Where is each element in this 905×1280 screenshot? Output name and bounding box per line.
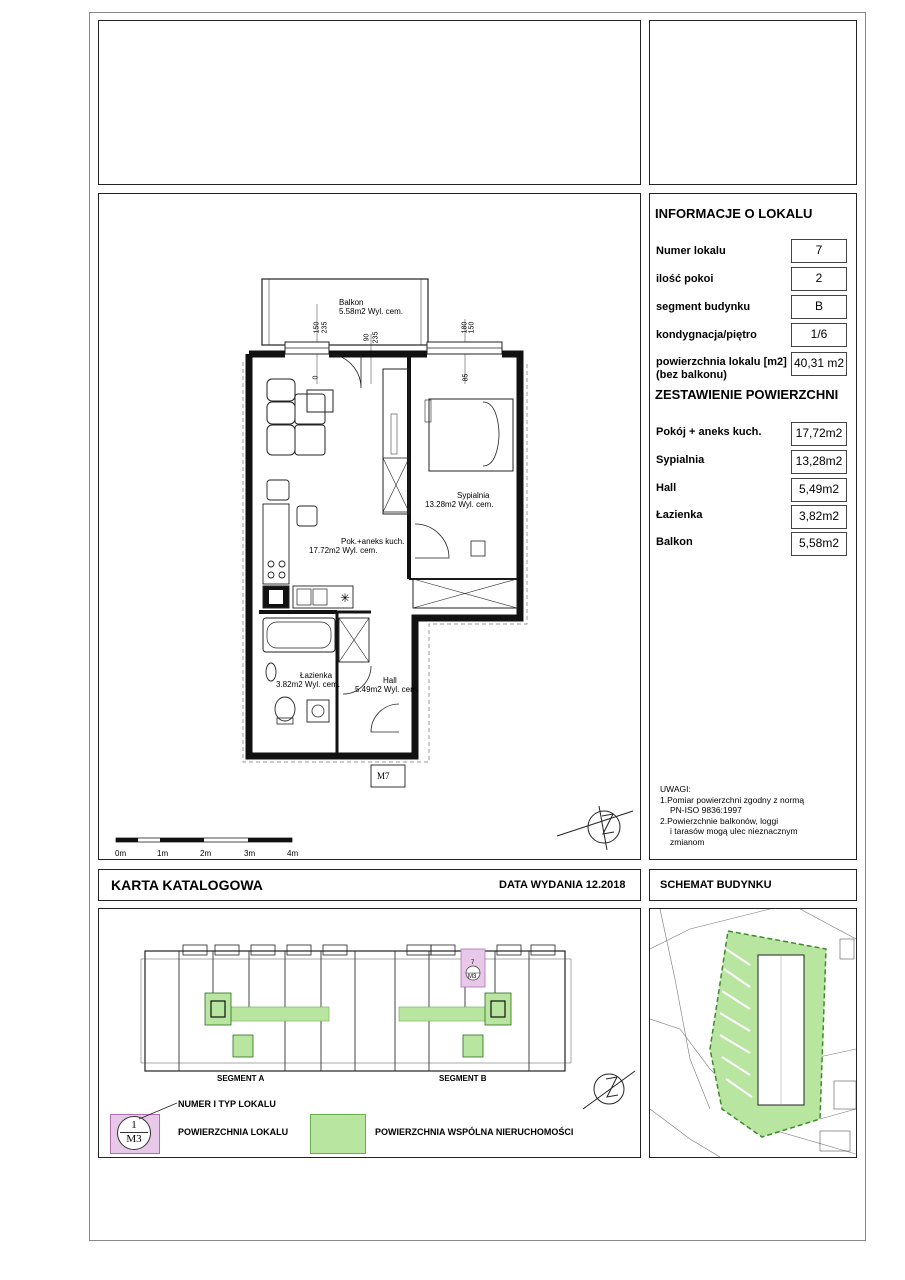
dining-chair — [267, 480, 289, 500]
exterior-wall — [249, 354, 520, 756]
legend-unit-marker: 1 M3 — [117, 1116, 151, 1150]
dim-label: 85 — [462, 373, 470, 382]
card-title: KARTA KATALOGOWA — [111, 877, 263, 893]
summary-label: Hall — [656, 482, 677, 494]
summary-label: Pokój + aneks kuch. — [656, 426, 762, 438]
info-value-segment: B — [791, 295, 847, 319]
card-title-bar — [98, 869, 641, 901]
svg-text:✳: ✳ — [339, 591, 351, 605]
dim-label: 235 — [372, 331, 380, 344]
bed — [429, 399, 513, 471]
summary-label: Sypialnia — [656, 454, 705, 466]
header-box-left — [98, 20, 641, 185]
floor-plan-panel — [98, 193, 641, 860]
legend-common-swatch — [310, 1114, 366, 1154]
info-panel — [649, 193, 857, 860]
legend-unit-area: POWIERZCHNIA LOKALU — [178, 1127, 289, 1137]
info-label: kondygnacja/piętro — [656, 329, 757, 341]
summary-value: 17,72m2 — [791, 422, 847, 446]
site-scheme-map — [650, 909, 856, 1157]
info-value-floor: 1/6 — [791, 323, 847, 347]
room-label-pokoj: Pok.+aneks kuch. 17.72m2 Wyl. cem. — [309, 537, 405, 555]
summary-value: 5,58m2 — [791, 532, 847, 556]
notes: UWAGI: 1.Pomiar powierzchni zgodny z normą PN-ISO 9836:1997 2.Powierzchnie balkonów, loggi i tarasów mogą ulec nieznacznym zmianom — [660, 784, 805, 847]
north-arrow-icon — [557, 806, 633, 850]
info-value-unit-number: 7 — [791, 239, 847, 263]
info-label: segment budynku — [656, 301, 751, 313]
legend-common-area: POWIERZCHNIA WSPÓLNA NIERUCHOMOŚCI — [375, 1127, 574, 1137]
north-arrow-icon-2 — [583, 1071, 635, 1109]
info-label: ilość pokoi — [656, 273, 714, 285]
dim-label: 150 — [468, 321, 476, 334]
unit-tag: M7 — [377, 771, 390, 781]
room-label-hall: Hall 5.49m2 Wyl. cem. — [355, 676, 419, 694]
room-label-sypialnia: Sypialnia 13.28m2 Wyl. cem. — [425, 491, 494, 509]
info-label-area: powierzchnia lokalu [m2] (bez balkonu) — [656, 356, 787, 381]
site-scheme-panel — [649, 908, 857, 1158]
segment-b-label: SEGMENT B — [439, 1074, 487, 1083]
summary-value: 3,82m2 — [791, 505, 847, 529]
info-value-area: 40,31 m2 — [791, 352, 847, 376]
sofa — [267, 379, 333, 455]
dining-chair-2 — [297, 506, 317, 526]
scale-label: 4m — [287, 849, 299, 858]
summary-value: 13,28m2 — [791, 450, 847, 474]
header-box-right — [649, 20, 857, 185]
room-label-balkon: Balkon 5.58m2 Wyl. cem. — [339, 298, 403, 316]
scale-label: 0m — [115, 849, 127, 858]
toilet — [275, 697, 295, 721]
scale-label: 1m — [157, 849, 169, 858]
dim-label: 180 — [461, 321, 469, 334]
legend-unit-number: NUMER I TYP LOKALU — [178, 1099, 276, 1109]
info-label: Numer lokalu — [656, 245, 726, 257]
issue-date: DATA WYDANIA 12.2018 — [499, 879, 626, 891]
scheme-title: SCHEMAT BUDYNKU — [660, 879, 772, 891]
living-wardrobe — [383, 369, 409, 514]
dim-label: 0 — [312, 375, 320, 380]
floor-plan-drawing — [99, 194, 640, 859]
info-value-rooms: 2 — [791, 267, 847, 291]
summary-label: Balkon — [656, 536, 693, 548]
bathtub — [263, 618, 335, 652]
dim-label: 235 — [321, 321, 329, 334]
scale-label: 3m — [244, 849, 256, 858]
summary-label: Łazienka — [656, 509, 703, 521]
scale-label: 2m — [200, 849, 212, 858]
room-label-lazienka: Łazienka 3.82m2 Wyl. cem. — [276, 671, 340, 689]
info-title: INFORMACJE O LOKALU — [655, 206, 813, 221]
dim-label: 150 — [313, 321, 321, 334]
segment-a-label: SEGMENT A — [217, 1074, 265, 1083]
unit-marker-number: 7 — [471, 960, 475, 966]
summary-value: 5,49m2 — [791, 478, 847, 502]
summary-title: ZESTAWIENIE POWIERZCHNI — [655, 387, 839, 402]
scheme-title-bar — [649, 869, 857, 901]
kitchen-counter — [263, 504, 289, 584]
unit-marker-type: M3 — [468, 974, 477, 980]
dim-label: 90 — [363, 333, 371, 342]
building-plan-panel — [98, 908, 641, 1158]
scale-bar — [116, 838, 292, 842]
